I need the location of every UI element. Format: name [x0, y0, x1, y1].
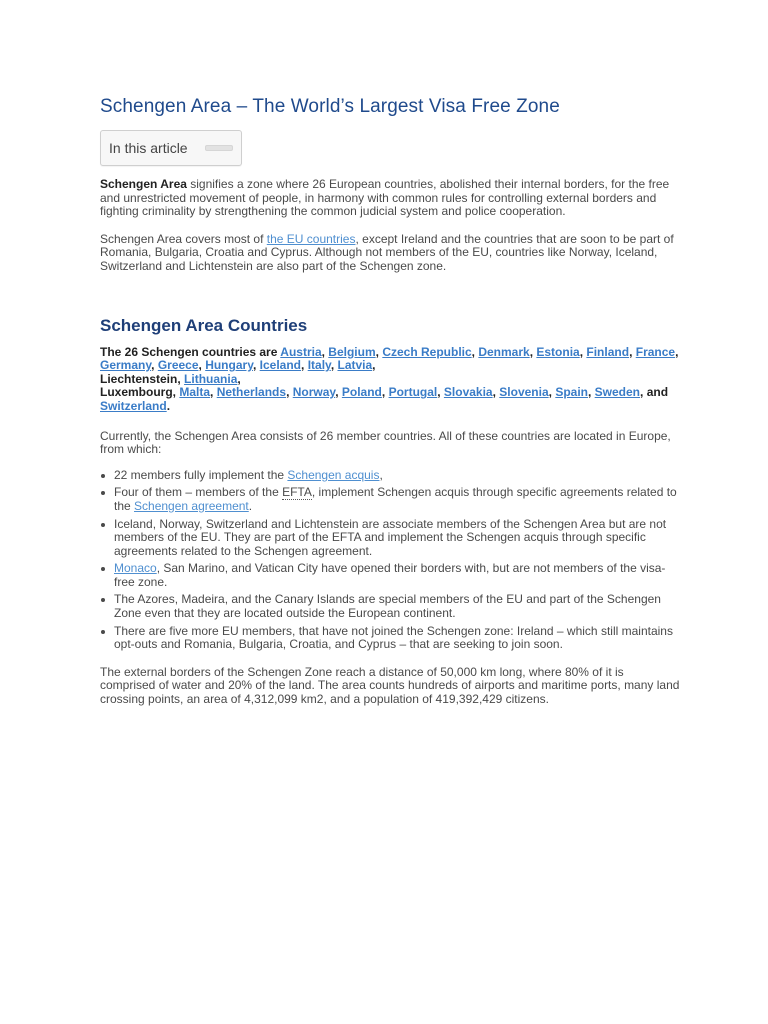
monaco-link[interactable]: Monaco	[114, 561, 157, 576]
list-item	[114, 593, 680, 620]
country-liechtenstein: Liechtenstein	[100, 371, 178, 386]
country-luxembourg: Luxembourg	[100, 385, 173, 400]
list-item	[114, 562, 680, 589]
schengen-acquis-link[interactable]: Schengen acquis	[287, 467, 380, 482]
countries-intro: The 26 Schengen countries are	[100, 344, 281, 359]
country-link-switzerland[interactable]: Switzerland	[100, 398, 167, 413]
country-link-slovenia[interactable]: Slovenia	[499, 385, 549, 400]
country-link-estonia[interactable]: Estonia	[536, 344, 580, 359]
section-title: Schengen Area Countries	[100, 315, 308, 335]
borders-paragraph: The external borders of the Schengen Zone reach a distance of 50,000 km long, where 80% of it is comprised of water and 20% of the land. The area counts hundreds of airports and maritime ports, many land crossing points, an area of 4,312,099 km2, and a population of 419,392,429 citizens.	[100, 664, 680, 707]
toc-toggle-icon[interactable]	[205, 145, 233, 151]
bullet-text: , San Marino, and Vatican City have opened their borders with, but are not members of the visa-free zone.	[114, 561, 666, 589]
coverage-after: , except Ireland and the countries that are soon to be part of Romania, Bulgaria, Croatia and Cyprus. Although not members of the EU, countries like Norway, Iceland, Switzerland and Lichtenstein are also part of the Schengen zone.	[100, 231, 674, 273]
article-title: Schengen Area – The World’s Largest Visa Free Zone	[100, 96, 560, 117]
country-link-czech[interactable]: Czech Republic	[382, 344, 472, 359]
country-link-germany[interactable]: Germany	[100, 358, 152, 373]
list-item	[114, 518, 680, 559]
list-item	[114, 486, 680, 513]
bullet-text: .	[248, 498, 253, 513]
country-link-denmark[interactable]: Denmark	[478, 344, 530, 359]
toc-label: In this article	[109, 140, 188, 156]
bullet-text: There are five more EU members, that have not joined the Schengen zone: Ireland – which still maintains opt-outs and Romania, Bulgaria, Croatia, and Cyprus – that are seeking to join soon.	[114, 623, 673, 652]
country-link-hungary[interactable]: Hungary	[205, 358, 253, 373]
country-link-netherlands[interactable]: Netherlands	[216, 385, 287, 400]
country-link-italy[interactable]: Italy	[307, 358, 331, 373]
coverage-paragraph	[100, 233, 680, 274]
bullet-text: The Azores, Madeira, and the Canary Islands are special members of the EU and part of the Schengen Zone even that they are located outside the European continent.	[114, 592, 661, 621]
country-link-sweden[interactable]: Sweden	[594, 385, 641, 400]
intro-paragraph	[100, 178, 680, 219]
bullet-text: ,	[379, 467, 383, 482]
country-link-norway[interactable]: Norway	[292, 385, 336, 400]
current-paragraph: Currently, the Schengen Area consists of 26 member countries. All of these countries are located in Europe, from which:	[100, 428, 671, 457]
bullet-text: Four of them – members of the	[114, 485, 283, 500]
toc-toggle-box[interactable]	[100, 130, 242, 166]
country-link-iceland[interactable]: Iceland	[259, 358, 302, 373]
country-link-slovakia[interactable]: Slovakia	[443, 385, 493, 400]
country-link-malta[interactable]: Malta	[179, 385, 211, 400]
list-item	[114, 625, 680, 652]
intro-text: signifies a zone where 26 European countries, abolished their internal borders, for the free and unrestricted movement of people, in harmony with common rules for controlling external borders and fighting criminality by strengthening the common judicial system and police cooperation.	[100, 177, 670, 219]
coverage-before: Schengen Area covers most of	[100, 231, 267, 246]
country-link-poland[interactable]: Poland	[341, 385, 382, 400]
members-list	[100, 469, 680, 652]
country-link-france[interactable]: France	[635, 344, 676, 359]
countries-and: and	[646, 385, 669, 400]
efta-abbreviation[interactable]: EFTA	[282, 485, 312, 500]
bullet-text: , implement Schengen acquis through specific agreements related to the	[114, 485, 677, 513]
country-link-lithuania[interactable]: Lithuania	[184, 371, 238, 386]
bullet-text: 22 members fully implement the	[114, 467, 288, 482]
country-link-portugal[interactable]: Portugal	[388, 385, 438, 400]
country-link-latvia[interactable]: Latvia	[337, 358, 373, 373]
country-link-spain[interactable]: Spain	[555, 385, 588, 400]
list-item	[114, 469, 680, 483]
bullet-text: Iceland, Norway, Switzerland and Lichtenstein are associate members of the Schengen Area but are not members of the EU. They are part of the EFTA and implement the Schengen acquis through specific agreements related to the Schengen agreement.	[114, 516, 667, 558]
eu-countries-link[interactable]: the EU countries	[266, 231, 356, 246]
countries-list: The 26 Schengen countries are Austria, Belgium, Czech Republic, Denmark, Estonia, Finland, France, Germany, Greece, Hungary, Iceland, Italy, Latvia, Liechtenstein, Lithuania, Luxembourg, Malta, Netherlands, Norway, Poland, Portugal, Slovakia, Slovenia, Spain, Sweden, and Switzerland.	[100, 344, 679, 413]
schengen-agreement-link[interactable]: Schengen agreement	[134, 498, 249, 513]
country-link-finland[interactable]: Finland	[586, 344, 630, 359]
article	[100, 94, 680, 707]
country-link-greece[interactable]: Greece	[157, 358, 199, 373]
intro-bold: Schengen Area	[100, 177, 187, 191]
country-link-belgium[interactable]: Belgium	[328, 344, 376, 359]
country-link-austria[interactable]: Austria	[280, 344, 322, 359]
